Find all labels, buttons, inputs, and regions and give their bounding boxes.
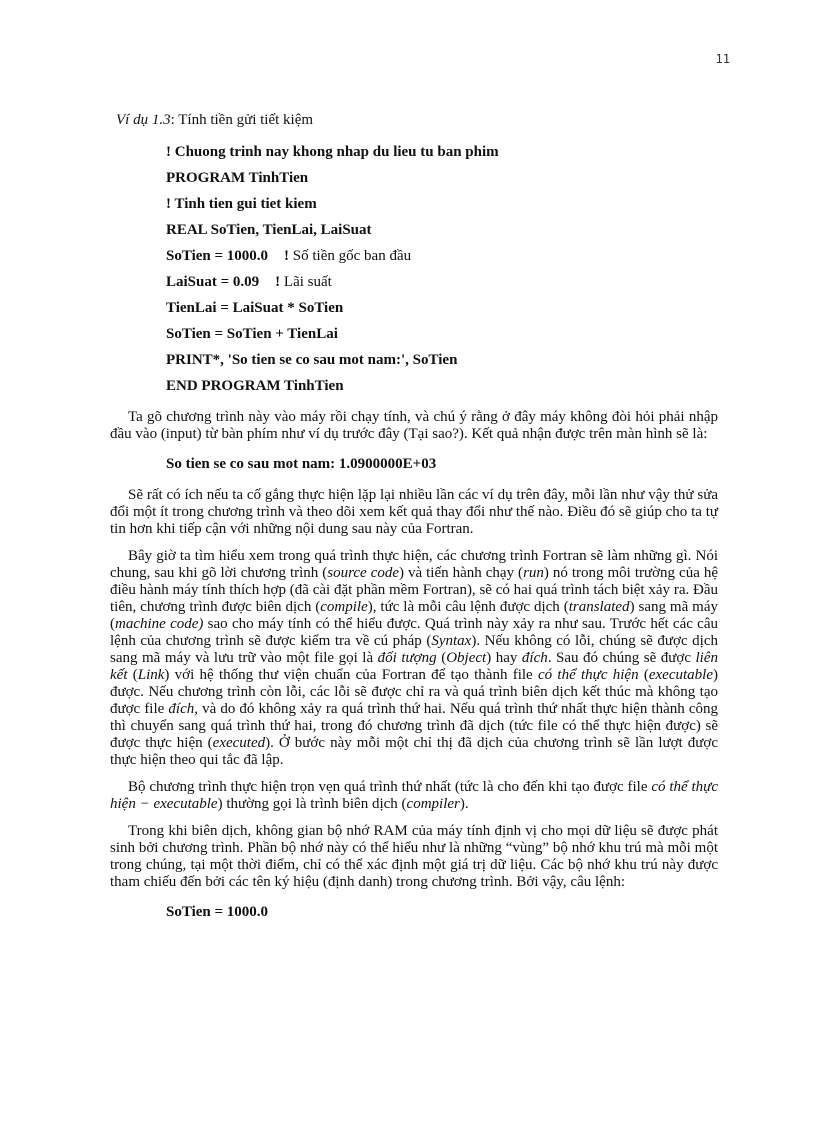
example-title: : Tính tiền gửi tiết kiệm <box>170 112 314 128</box>
code-text: SoTien = SoTien + TienLai <box>166 326 338 342</box>
code-line <box>166 217 718 243</box>
code-line <box>166 243 718 269</box>
comment-marker: ! <box>275 274 281 290</box>
final-code-line: SoTien = 1000.0 <box>166 904 269 920</box>
code-line <box>166 269 718 295</box>
paragraph-memory: Trong khi biên dịch, không gian bộ nhớ RAM của máy tính định vị cho mọi dữ liệu sẽ được phát sinh bởi chương trình. Phần bộ nhớ này có thể hiểu như là những “vùng” bộ nhớ khu trú mà mỗi một trong chúng, tại một thời điểm, chỉ có thể xác định một giá trị dữ liệu. Các bộ nhớ khu trú này được tham chiếu đến bởi các tên ký hiệu (định danh) trong chương trình. Bởi vậy, câu lệnh: <box>110 823 718 890</box>
code-text: PRINT*, 'So tien se co sau mot nam:', SoTien <box>166 352 458 368</box>
code-text: SoTien = 1000.0 <box>166 248 269 264</box>
code-line <box>166 321 718 347</box>
program-output: So tien se co sau mot nam: 1.0900000E+03 <box>166 456 437 472</box>
code-comment: Số tiền gốc ban đầu <box>292 248 412 264</box>
example-heading <box>116 112 718 129</box>
code-line <box>166 165 718 191</box>
code-listing <box>166 139 718 399</box>
paragraph-run-program: Ta gõ chương trình này vào máy rồi chạy tính, và chú ý rằng ở đây máy không đòi hỏi phải nhập đầu vào (input) từ bàn phím như ví dụ trước đây (Tại sao?). Kết quả nhận được trên màn hình sẽ là: <box>110 409 718 442</box>
paragraph-compile-process: Bây giờ ta tìm hiểu xem trong quá trình thực hiện, các chương trình Fortran sẽ làm những gì. Nói chung, sau khi gõ lời chương trình (source code) và tiến hành chạy (run) nó trong môi trường của hệ điều hành máy tính thích hợp (đã cài đặt phần mềm Fortran), sẽ có hai quá trình tách biệt xảy ra. Đầu tiên, chương trình được biên dịch (compile), tức là mỗi câu lệnh được dịch (translated) sang mã máy (machine code) sao cho máy tính có thể hiểu được. Quá trình này xảy ra như sau. Trước hết các câu lệnh của chương trình sẽ được kiểm tra về cú pháp (Syntax). Nếu không có lỗi, chúng sẽ được dịch sang mã máy và lưu trữ vào một file gọi là đối tượng (Object) hay đích. Sau đó chúng sẽ được liên kết (Link) với hệ thống thư viện chuẩn của Fortran để tạo thành file có thể thực hiện (executable) được. Nếu chương trình còn lỗi, các lỗi sẽ được chỉ ra và quá trình biên dịch kết thúc mà không tạo được file đích, và do đó không xảy ra quá trình thứ hai. Nếu quá trình thứ nhất thực hiện thành công thì chuyển sang quá trình thứ hai, trong đó chương trình đã dịch (tức file có thể thực hiện được) sẽ được thực hiện (executed). Ở bước này mỗi một chỉ thị đã dịch của chương trình sẽ lần lượt được thực hiện theo qui tắc đã lập. <box>110 548 718 768</box>
paragraph-compiler: Bộ chương trình thực hiện trọn vẹn quá trình thứ nhất (tức là cho đến khi tạo được file có thể thực hiện − executable) thường gọi là trình biên dịch (compiler). <box>110 779 718 812</box>
code-line <box>166 373 718 399</box>
code-line <box>166 295 718 321</box>
page-number: 11 <box>715 52 730 66</box>
code-line <box>166 139 718 165</box>
document-body <box>110 112 718 935</box>
paragraph-practice: Sẽ rất có ích nếu ta cố gắng thực hiện lặp lại nhiều lần các ví dụ trên đây, mỗi lần như vậy thử sửa đổi một ít trong chương trình và theo dõi xem kết quả thay đổi như thế nào. Điều đó sẽ giúp cho ta tự tin hơn khi tiếp cận với những nội dung sau này của Fortran. <box>110 487 718 537</box>
code-line <box>166 191 718 217</box>
code-comment: Lãi suất <box>283 274 332 290</box>
code-text: PROGRAM TinhTien <box>166 170 309 186</box>
code-text: REAL SoTien, TienLai, LaiSuat <box>166 222 372 238</box>
code-text: END PROGRAM TinhTien <box>166 378 344 394</box>
code-text: ! Chuong trinh nay khong nhap du lieu tu ban phim <box>166 144 499 160</box>
comment-marker: ! <box>284 248 290 264</box>
code-line <box>166 347 718 373</box>
code-text: TienLai = LaiSuat * SoTien <box>166 300 344 316</box>
example-label: Ví dụ 1.3 <box>116 112 171 128</box>
code-text: ! Tinh tien gui tiet kiem <box>166 196 317 212</box>
code-text: LaiSuat = 0.09 <box>166 274 260 290</box>
